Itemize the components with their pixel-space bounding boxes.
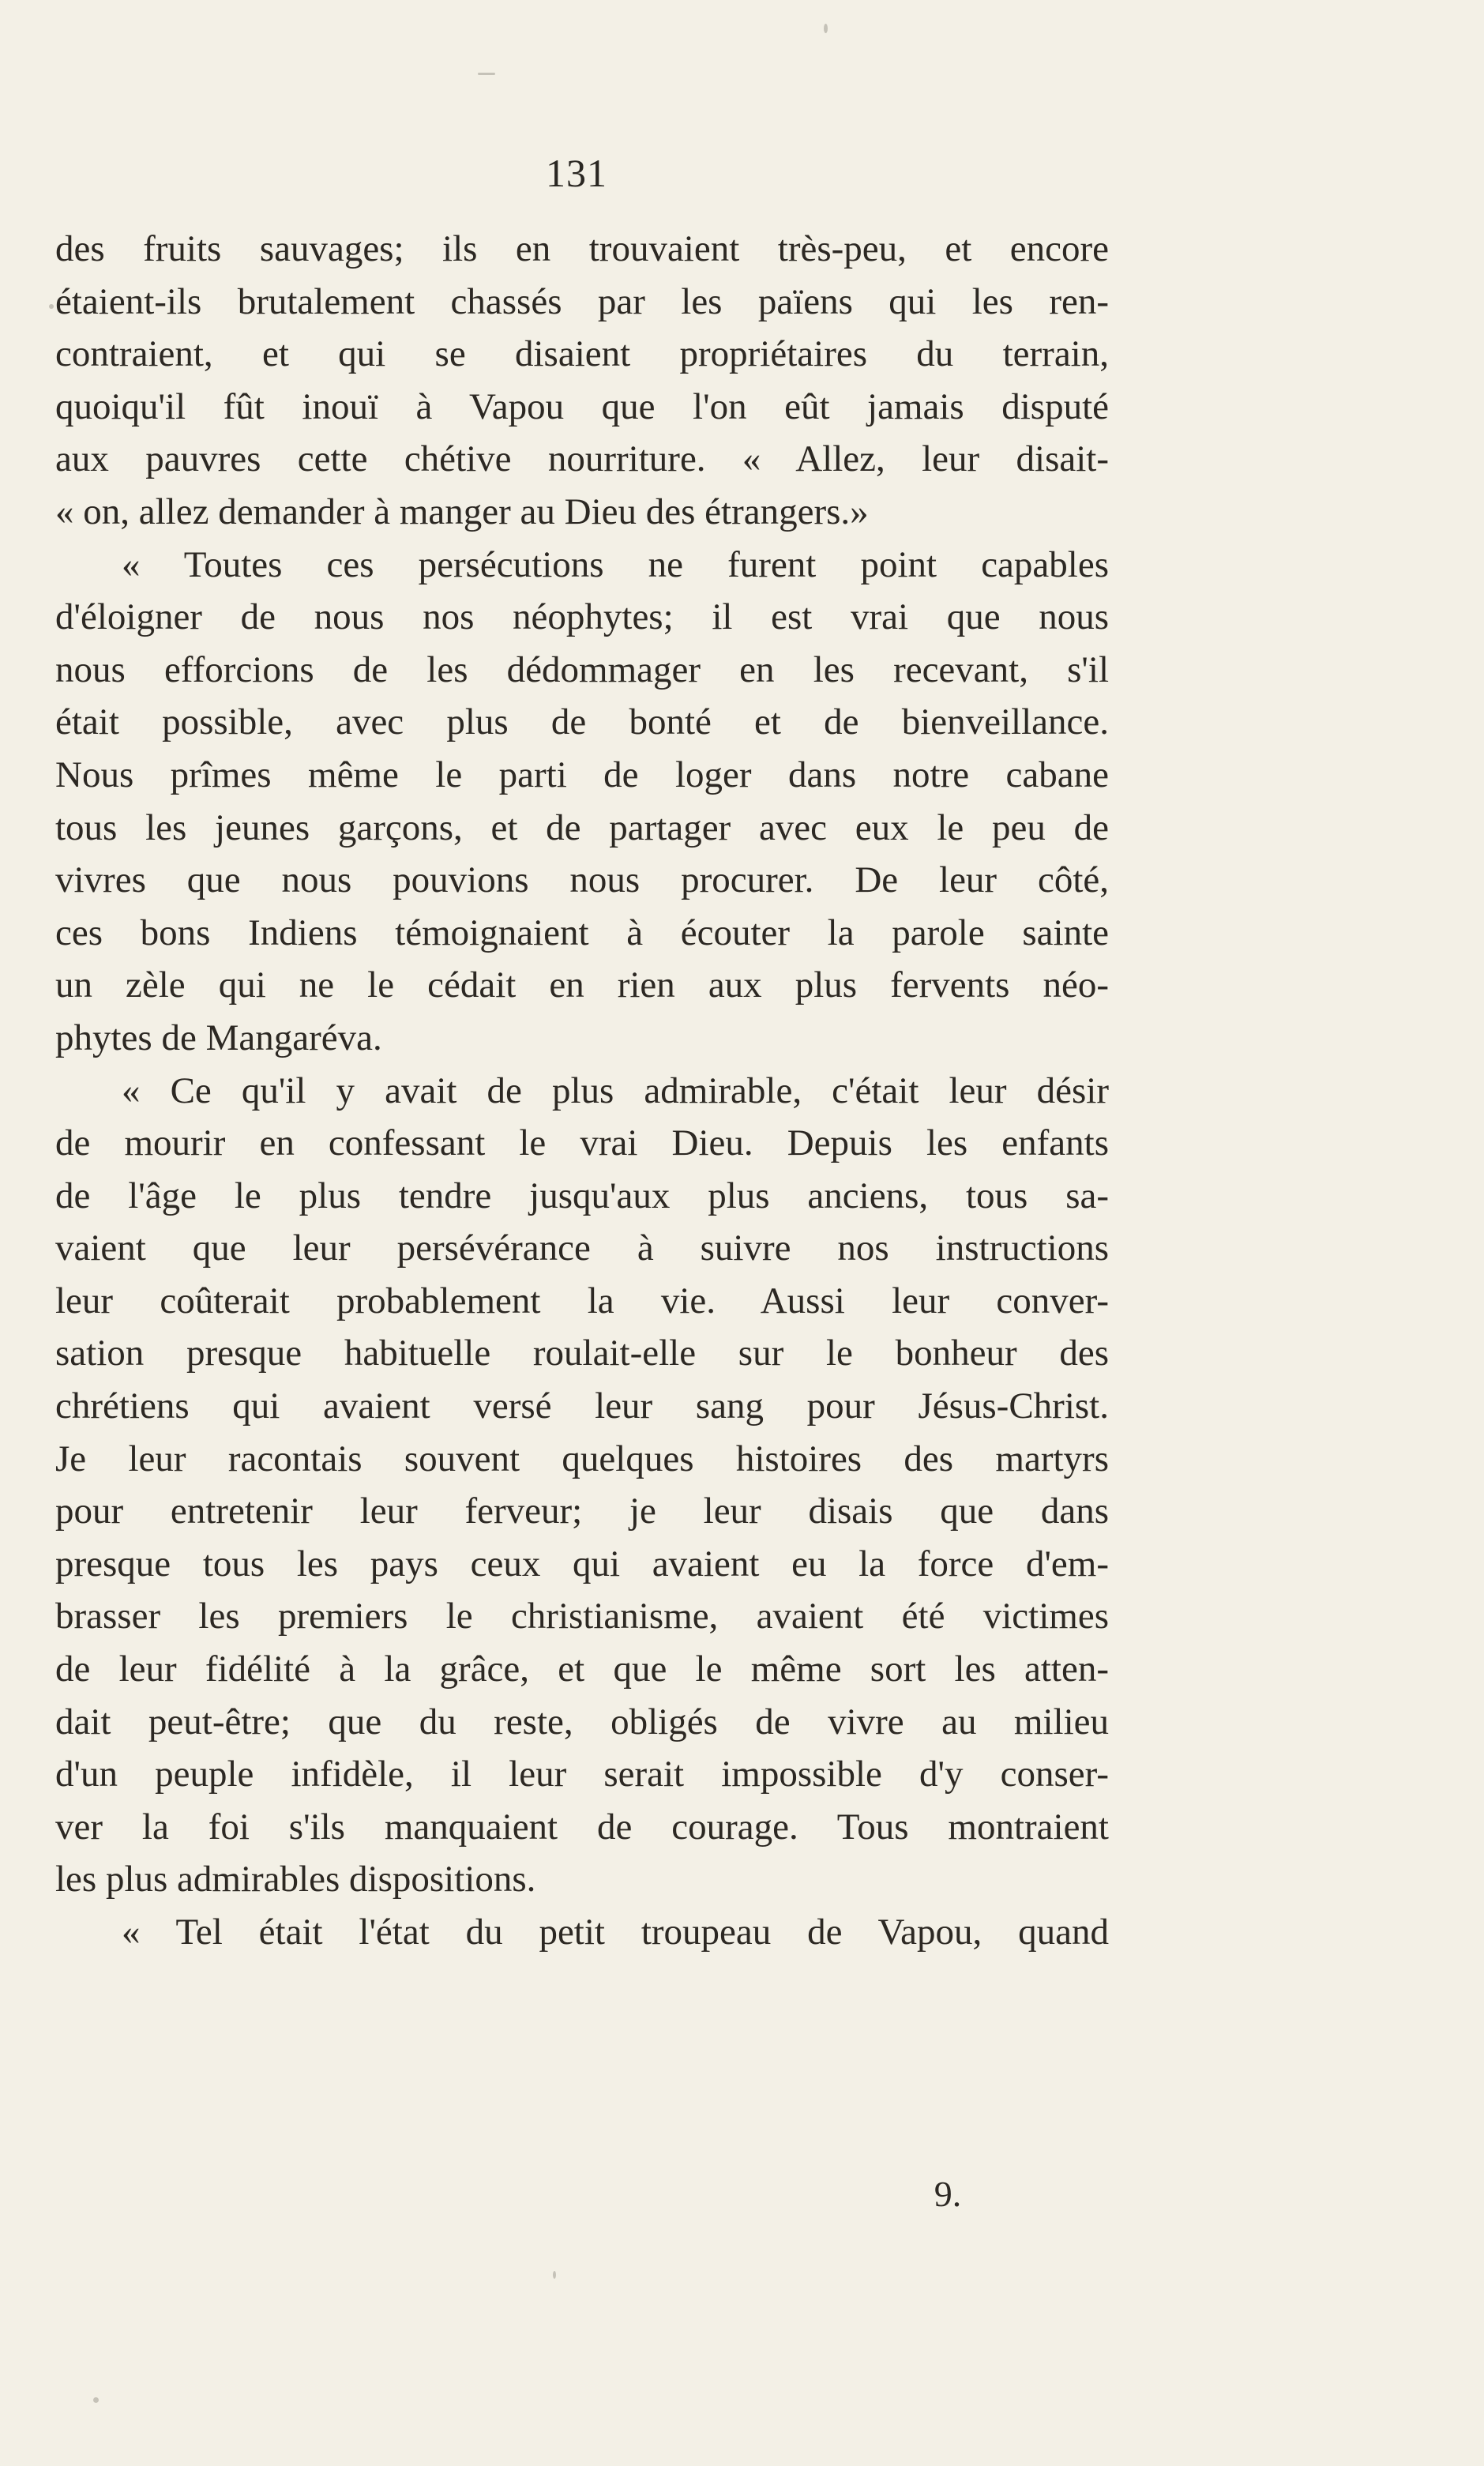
text-line: chrétiens qui avaient versé leur sang pour Jésus-Christ. [55,1385,1109,1427]
text-line: de l'âge le plus tendre jusqu'aux plus anciens, tous sa- [55,1175,1109,1216]
text-line: « Toutes ces persécutions ne furent point capables [122,543,1109,585]
paragraph-2 [55,539,1109,1065]
text-line: des fruits sauvages; ils en trouvaient très-peu, et encore [55,228,1109,269]
text-line: « Ce qu'il y avait de plus admirable, c'était leur désir [122,1069,1109,1111]
paragraph-3 [55,1065,1109,1907]
text-line: phytes de Mangaréva. [55,1017,382,1058]
paragraph-4 [55,1906,1109,1959]
text-line: pour entretenir leur ferveur; je leur disais que dans [55,1491,1109,1532]
text-line: les plus admirables dispositions. [55,1859,536,1900]
paper-speck [93,2397,99,2403]
text-line: « on, allez demander à manger au Dieu des étrangers.» [55,491,869,532]
text-line: « Tel était l'état du petit troupeau de Vapou, quand [122,1912,1109,1953]
text-line: étaient-ils brutalement chassés par les païens qui les ren- [55,280,1109,322]
text-line: leur coûterait probablement la vie. Aussi leur conver- [55,1280,1109,1321]
text-line: nous efforcions de les dédommager en les recevant, s'il [55,648,1109,690]
signature-mark: 9. [934,2174,962,2214]
text-line: tous les jeunes garçons, et de partager avec eux le peu de [55,806,1109,848]
text-line: aux pauvres cette chétive nourriture. « Allez, leur disait- [55,438,1109,480]
text-line: Je leur racontais souvent quelques histoires des martyrs [55,1438,1109,1479]
text-line: vivres que nous pouvions nous procurer. De leur côté, [55,859,1109,901]
text-line: sation presque habituelle roulait-elle sur le bonheur des [55,1333,1109,1374]
text-line: de mourir en confessant le vrai Dieu. Depuis les enfants [55,1122,1109,1164]
text-line: ces bons Indiens témoignaient à écouter la parole sainte [55,912,1109,953]
text-line: vaient que leur persévérance à suivre nos instructions [55,1227,1109,1269]
paper-speck [824,24,828,33]
text-line: quoiqu'il fût inouï à Vapou que l'on eût jamais disputé [55,385,1109,427]
paper-speck [478,73,495,75]
text-line: contraient, et qui se disaient propriétaires du terrain, [55,333,1109,375]
text-line: était possible, avec plus de bonté et de bienveillance. [55,701,1109,743]
body-text [55,223,1109,1959]
text-line: ver la foi s'ils manquaient de courage. Tous montraient [55,1806,1109,1848]
text-line: dait peut-être; que du reste, obligés de vivre au milieu [55,1701,1109,1742]
text-line: d'un peuple infidèle, il leur serait impossible d'y conser- [55,1754,1109,1795]
text-line: de leur fidélité à la grâce, et que le même sort les atten- [55,1648,1109,1690]
text-line: brasser les premiers le christianisme, avaient été victimes [55,1596,1109,1637]
page-number: 131 [546,151,607,195]
text-line: Nous prîmes même le parti de loger dans notre cabane [55,754,1109,795]
text-line: presque tous les pays ceux qui avaient eu la force d'em- [55,1543,1109,1584]
text-line: un zèle qui ne le cédait en rien aux plus fervents néo- [55,964,1109,1006]
paper-speck [49,304,54,309]
paper-speck [553,2271,556,2279]
paragraph-1 [55,223,1109,539]
text-line: d'éloigner de nous nos néophytes; il est vrai que nous [55,596,1109,638]
